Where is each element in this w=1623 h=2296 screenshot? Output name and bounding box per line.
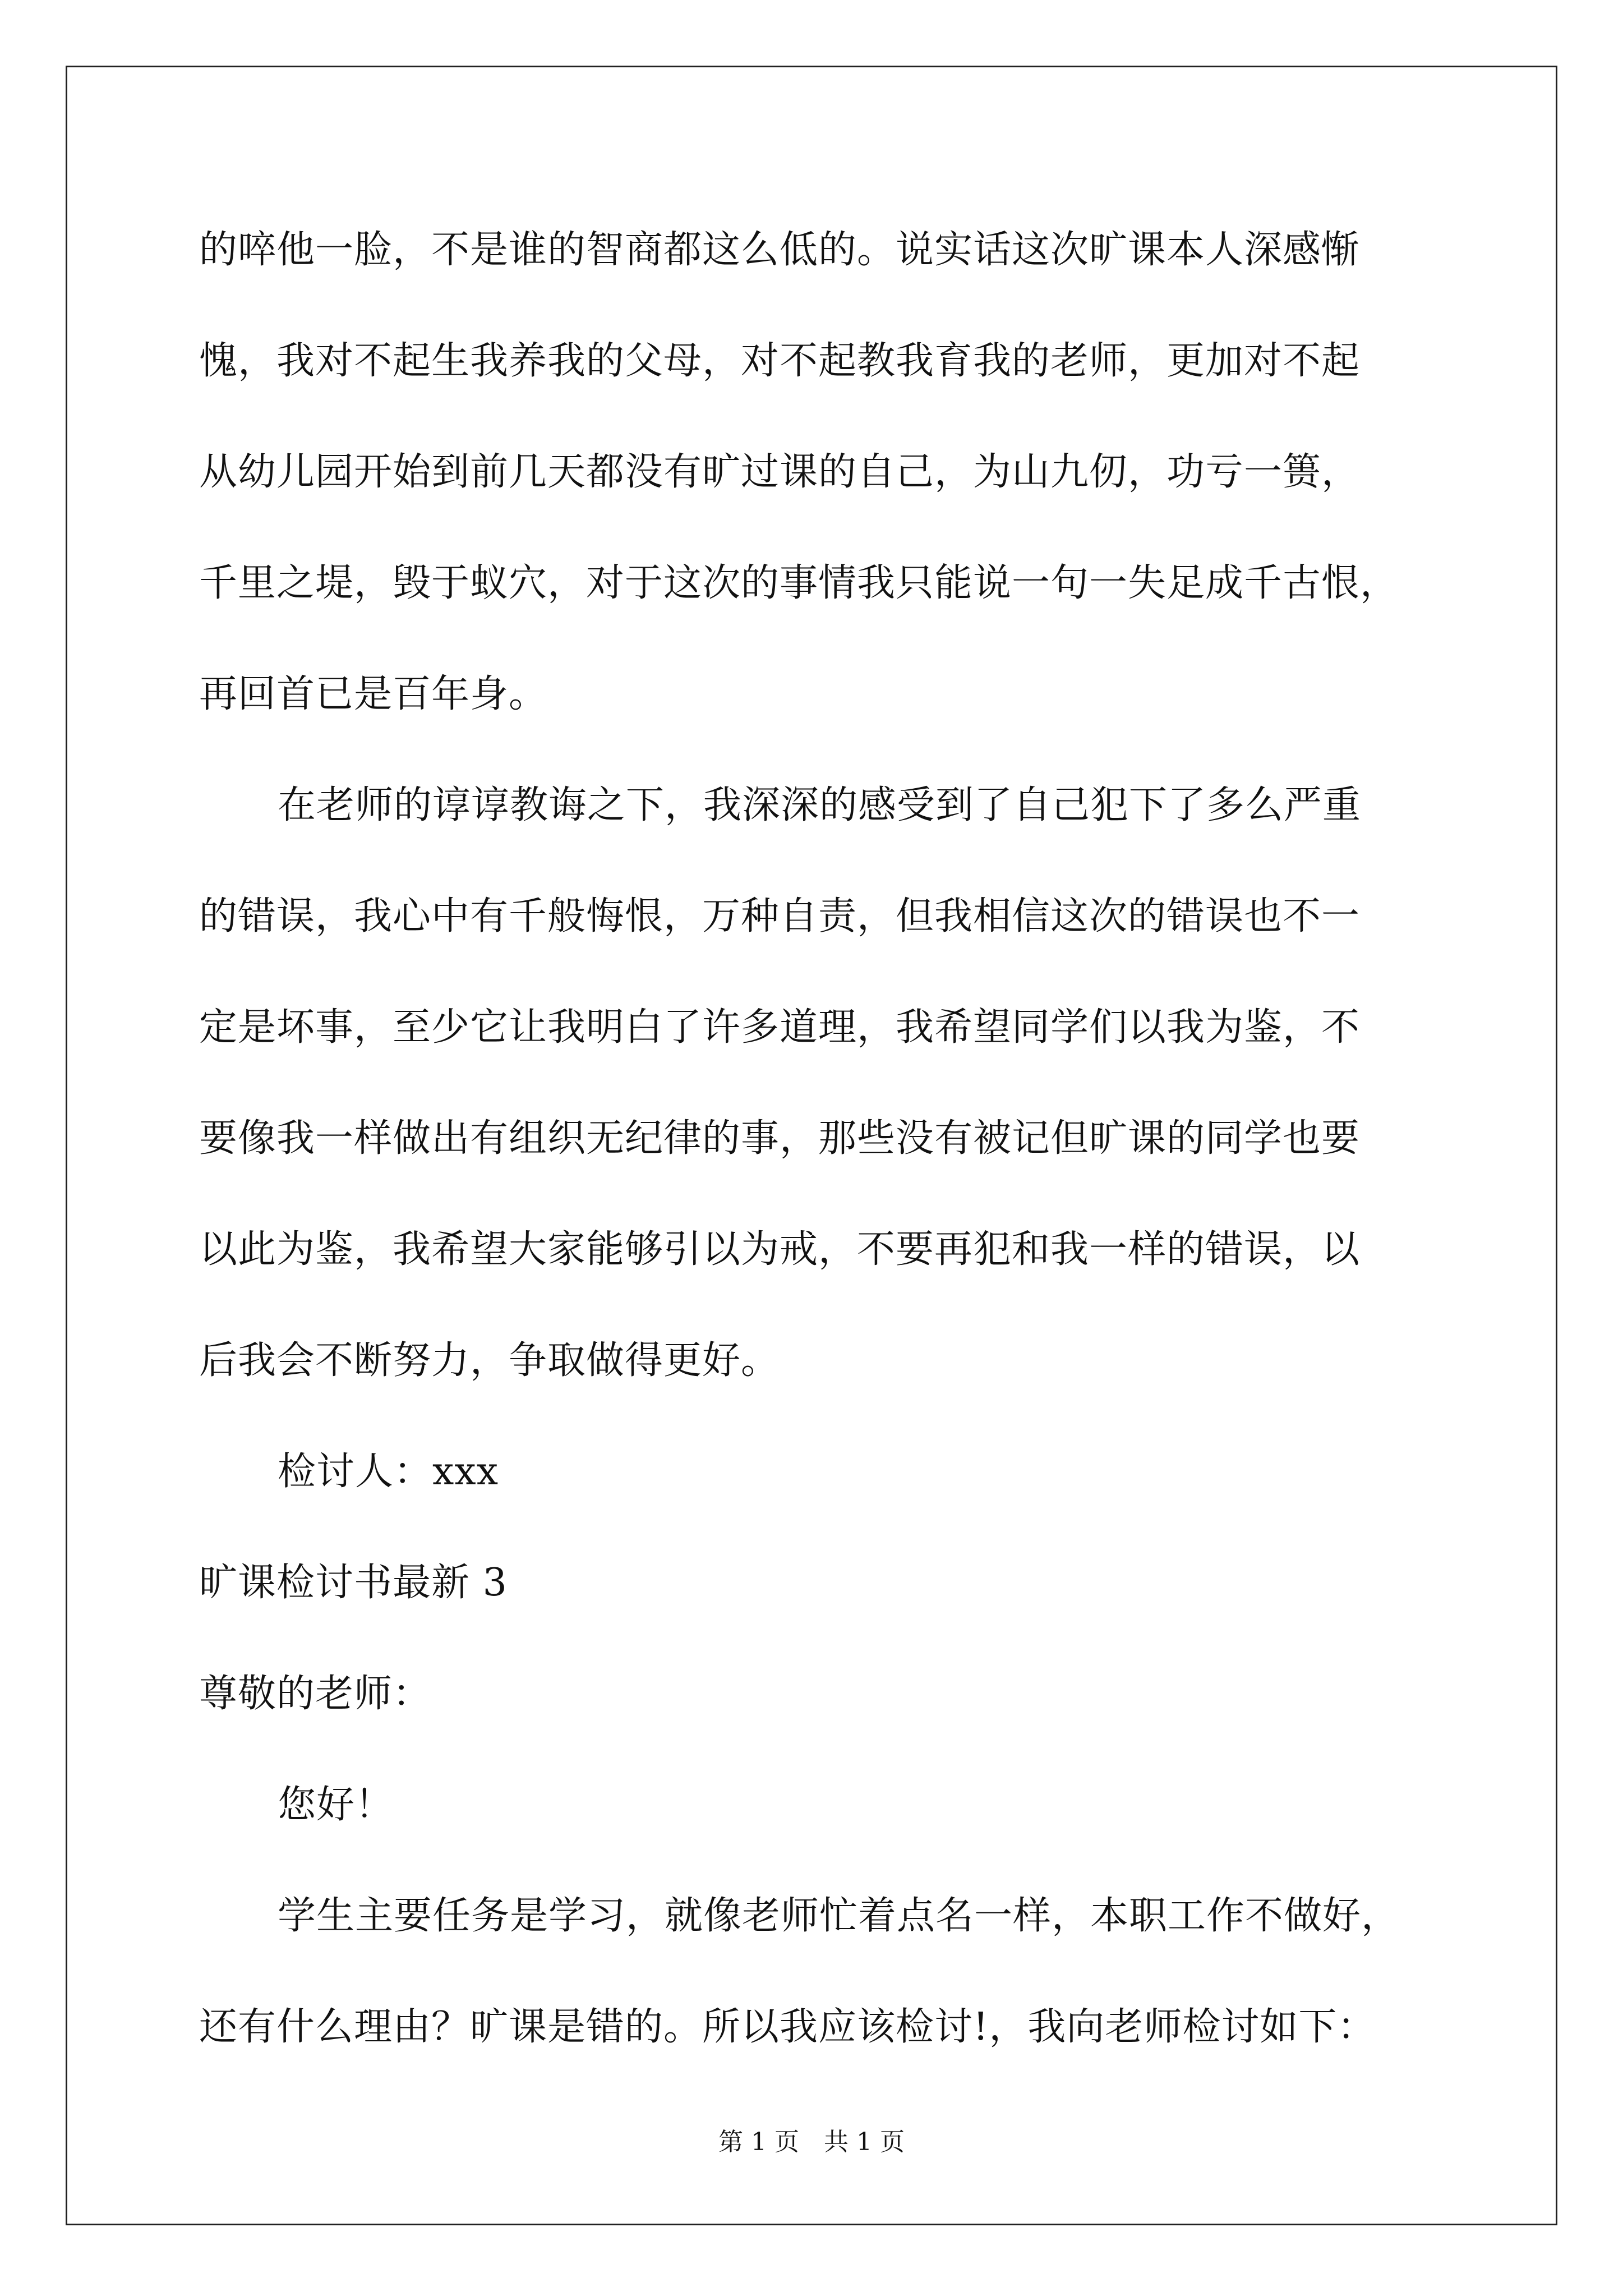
text-line: 后我会不断努力，争取做得更好。 <box>199 1338 780 1383</box>
text-line: 再回首已是百年身。 <box>199 672 548 716</box>
text-line: 要像我一样做出有组织无纪律的事，那些没有被记但旷课的同学也要 <box>199 1116 1361 1161</box>
page-number-footer: 第 1 页 共 1 页 <box>718 2128 905 2156</box>
salutation: 尊敬的老师： <box>199 1672 432 1716</box>
section-heading: 旷课检讨书最新 3 <box>199 1561 508 1605</box>
signature-line: 检讨人：xxx <box>278 1450 499 1494</box>
text-line: 从幼儿园开始到前几天都没有旷过课的自己，为山九仞，功亏一篑， <box>199 450 1361 494</box>
text-line: 在老师的谆谆教诲之下，我深深的感受到了自己犯下了多么严重 <box>278 783 1362 827</box>
text-line: 以此为鉴，我希望大家能够引以为戒，不要再犯和我一样的错误，以 <box>199 1227 1361 1272</box>
text-line: 的啐他一脸，不是谁的智商都这么低的。说实话这次旷课本人深感惭 <box>199 228 1361 272</box>
text-line: 学生主要任务是学习，就像老师忙着点名一样，本职工作不做好， <box>278 1894 1400 1938</box>
greeting: 您好！ <box>278 1783 394 1827</box>
text-line: 愧，我对不起生我养我的父母，对不起教我育我的老师，更加对不起 <box>199 339 1361 383</box>
text-line: 千里之堤，毁于蚁穴，对于这次的事情我只能说一句一失足成千古恨， <box>199 561 1399 605</box>
text-line: 还有什么理由？旷课是错的。所以我应该检讨!，我向老师检讨如下： <box>199 2005 1376 2049</box>
text-line: 定是坏事，至少它让我明白了许多道理，我希望同学们以我为鉴，不 <box>199 1005 1361 1050</box>
text-line: 的错误，我心中有千般悔恨，万种自责，但我相信这次的错误也不一 <box>199 894 1361 938</box>
